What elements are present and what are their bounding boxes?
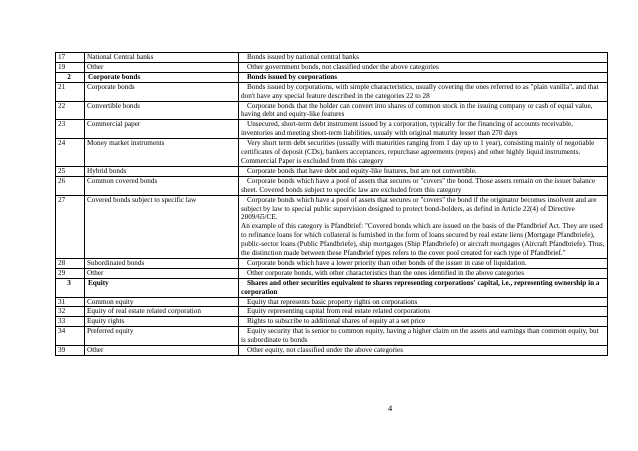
code-cell: 22 (56, 101, 85, 120)
category-name-cell: Common covered bonds (85, 176, 239, 195)
description-paragraph: Equity security that is senior to common equity, having a higher claim on the assets and earnings than common equity, but is subordinate to bonds (241, 327, 599, 345)
code-cell: 25 (56, 166, 85, 176)
description-cell (239, 62, 608, 72)
table-row (56, 297, 608, 307)
category-name-cell: National Central banks (85, 53, 239, 63)
table-row (56, 82, 608, 101)
description-paragraph: Corporate bonds which have a pool of assets that secures or "covers" the bond if the originator becomes insolvent and are subject by law to special public supervision designed to protect bond-holders, as defind in Article 22(4) of Directive 2009/65/CE. (241, 195, 597, 222)
description-paragraph: Rights to subscribe to additional shares of equity at a set price (247, 317, 426, 326)
category-name-cell: Equity (85, 278, 239, 297)
description-cell (239, 72, 608, 82)
table-row (56, 120, 608, 139)
description-cell (239, 317, 608, 327)
category-name-cell: Money market instruments (85, 139, 239, 167)
description-paragraph: Bonds issued by corporations (247, 72, 338, 81)
description-paragraph: Corporate bonds that have debt and equity-like features, but are not convertible. (247, 166, 477, 175)
category-name-cell: Other (85, 62, 239, 72)
category-name-cell: Subordinated bonds (85, 258, 239, 268)
code-cell: 23 (56, 120, 85, 139)
description-paragraph: Very short term debt securities (usually with maturities ranging from 1 day up to 1 year), consisting mainly of negotiable certificates of deposit (CDs), bankers acceptances, repurchase agreements (repos) and other highly liquid instruments. Commercial Paper is excluded from this category (241, 139, 595, 165)
description-paragraph: An example of this category is Pfandbrief: "Covered bonds which are issued on the basis of the Pfandbrief Act. They are used to refinance loans for which collateral is furnished in the form of loans secured by real estate liens (Mortgage Pfandbriefe), public-sector loans (Public Pfandbriefe), ship mortgages (Ship Pfandbriefe) or aircraft mortgages (Aircraft Pfandbriefe). Thus, the distinction made between these Pfandbrief types refers to the cover pool created for each type of Pfandbrief." (241, 222, 605, 258)
description-cell (239, 176, 608, 195)
description-cell (239, 120, 608, 139)
code-cell: 29 (56, 268, 85, 278)
table-row (56, 62, 608, 72)
description-cell (239, 195, 608, 258)
description-paragraph: Corporate bonds which have a pool of assets that secures or "covers" the bond. Those assets remain on the issuer balance sheet. Covered bonds subject to specific law are excluded from this category (241, 176, 596, 194)
code-cell: 17 (56, 53, 85, 63)
code-cell: 19 (56, 62, 85, 72)
description-paragraph: Corporate bonds which have a lower priority than other bonds of the issuer in case of liquidation. (247, 258, 527, 267)
description-cell (239, 278, 608, 297)
description-paragraph: Bonds issued by national central banks (247, 53, 359, 61)
table-row (56, 139, 608, 167)
table-row (56, 307, 608, 317)
category-name-cell: Other (85, 268, 239, 278)
description-cell (239, 101, 608, 120)
table-row (56, 327, 608, 346)
description-cell (239, 82, 608, 101)
description-cell (239, 268, 608, 278)
category-name-cell: Corporate bonds (85, 72, 239, 82)
code-cell: 39 (56, 346, 85, 356)
description-cell (239, 297, 608, 307)
category-name-cell: Equity rights (85, 317, 239, 327)
category-name-cell: Preferred equity (85, 327, 239, 346)
category-name-cell: Equity of real estate related corporation (85, 307, 239, 317)
description-paragraph: Other corporate bonds, with other characteristics than the ones identified in the above categories (247, 268, 525, 277)
category-name-cell: Commercial paper (85, 120, 239, 139)
table-row (56, 258, 608, 268)
classification-table (55, 52, 608, 356)
code-cell: 32 (56, 307, 85, 317)
category-header-row (56, 278, 608, 297)
table-row (56, 268, 608, 278)
code-cell: 26 (56, 176, 85, 195)
code-cell: 3 (56, 278, 85, 297)
description-cell (239, 166, 608, 176)
category-header-row (56, 72, 608, 82)
category-name-cell: Hybrid bonds (85, 166, 239, 176)
code-cell: 28 (56, 258, 85, 268)
category-name-cell: Other (85, 346, 239, 356)
code-cell: 31 (56, 297, 85, 307)
description-cell (239, 346, 608, 356)
classification-table-body (56, 53, 608, 356)
code-cell: 21 (56, 82, 85, 101)
description-paragraph: Corporate bonds that the holder can convert into shares of common stock in the issuing company or cash of equal value, having debt and equity-like features (241, 101, 593, 119)
code-cell: 2 (56, 72, 85, 82)
table-row (56, 346, 608, 356)
description-cell (239, 53, 608, 63)
description-paragraph: Other equity, not classified under the above categories (247, 346, 404, 355)
description-cell (239, 258, 608, 268)
category-name-cell: Convertible bonds (85, 101, 239, 120)
code-cell: 33 (56, 317, 85, 327)
code-cell: 27 (56, 195, 85, 258)
description-cell (239, 327, 608, 346)
code-cell: 24 (56, 139, 85, 167)
code-cell: 34 (56, 327, 85, 346)
category-name-cell: Covered bonds subject to specific law (85, 195, 239, 258)
table-row (56, 166, 608, 176)
description-paragraph: Unsecured, short-term debt instrument issued by a corporation, typically for the financing of accounts receivable, inventories and meeting short-term liabilities, usualy with original maturity lesser than 270 days (241, 120, 573, 138)
table-row (56, 195, 608, 258)
table-row (56, 101, 608, 120)
category-name-cell: Corporate bonds (85, 82, 239, 101)
table-row (56, 176, 608, 195)
description-cell (239, 307, 608, 317)
description-paragraph: Equity that represents basic property rights on corporations (247, 297, 418, 306)
page-number: 4 (388, 403, 393, 413)
description-paragraph: Equity representing capital from real estate related corporations (247, 307, 431, 316)
description-paragraph: Other government bonds, not classified under the above categories (247, 62, 439, 71)
table-row (56, 317, 608, 327)
table-row (56, 53, 608, 63)
category-name-cell: Common equity (85, 297, 239, 307)
description-cell (239, 139, 608, 167)
description-paragraph: Shares and other securities equivalent to shares representing corporations' capital, i.e., representing ownership in a corporation (241, 278, 600, 296)
description-paragraph: Bonds issued by corporations, with simple characteristics, usually covering the ones referred to as "plain vanilla", and that don't have any special feature described in the categories 22 to 28 (241, 82, 599, 100)
